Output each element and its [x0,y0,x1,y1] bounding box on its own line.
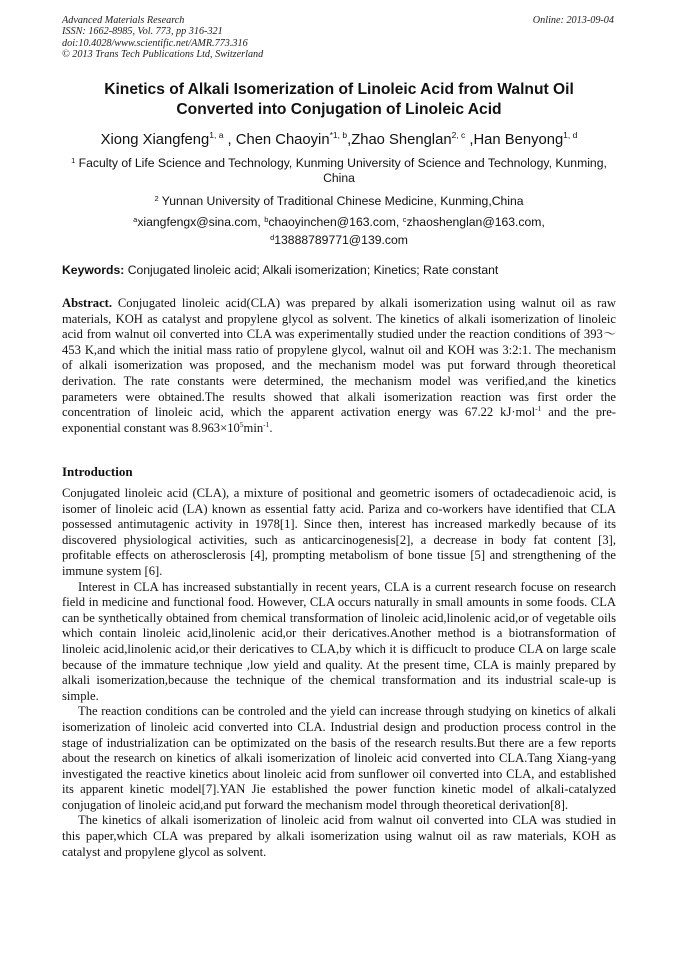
issn-line: ISSN: 1662-8985, Vol. 773, pp 316-321 [62,26,223,38]
doi-line: doi:10.4028/www.scientific.net/AMR.773.316 [62,37,248,49]
author-name: Xiong Xiangfeng [100,132,210,148]
email-list [62,212,616,248]
author-name: Zhao Shenglan [351,132,452,148]
abstract-text-mid: and the pre-exponential constant was 8.963×10 [62,405,616,435]
affiliation-2 [62,191,616,209]
abstract-label: Abstract. [62,296,113,310]
author-affiliation-mark: 1, a [209,130,224,140]
affiliation-number: 1 [71,156,76,165]
author-affiliation-mark: 1, d [563,130,578,140]
email-address: 13888789771@139.com [274,233,408,247]
title-line-2: Converted into Conjugation of Linoleic Acid [176,100,502,118]
abstract-superscript: 5 [239,419,244,429]
title-line-1: Kinetics of Alkali Isomerization of Linoleic Acid from Walnut Oil [104,81,574,98]
email-address: chaoyinchen@163.com, [268,215,403,229]
journal-name: Advanced Materials Research [62,15,185,26]
introduction-heading: Introduction [62,464,133,479]
affiliation-text: Faculty of Life Science and Technology, Kunming University of Science and Technology, Kunming, China [78,156,607,186]
author-name: Chen Chaoyin [235,132,330,148]
author-separator: , [465,132,474,148]
author-affiliation-mark: 2, c [451,130,466,140]
email-mark: d [270,233,275,242]
copyright-line: © 2013 Trans Tech Publications Ltd, Switzerland [62,49,264,61]
author-name: Han Benyong [473,132,564,148]
affiliation-1 [62,153,616,186]
abstract [62,296,616,436]
paragraph: The kinetics of alkali isomerization of linoleic acid from walnut oil converted into CLA was studied in this paper,which CLA was prepared by alkali isomerization using walnut oil as raw materials, KOH as catalyst and propylene glycol as solvent. [62,813,616,859]
abstract-superscript: -1 [263,419,270,429]
keywords-text: Conjugated linoleic acid; Alkali isomerization; Kinetics; Rate constant [124,263,499,277]
author-separator: , [347,132,352,148]
email-address: zhaoshenglan@163.com, [406,215,545,229]
journal-header [62,15,263,61]
email-mark: b [264,215,269,224]
abstract-end: . [269,420,273,435]
keywords [62,263,616,277]
email-mark: a [133,215,138,224]
abstract-unit: min [243,420,264,435]
author-separator: , [223,132,236,148]
email-mark: c [402,215,407,224]
paragraph: The reaction conditions can be controled and the yield can increase through studying on kinetics of alkali isomerization of linoleic acid converted into CLA. Industrial design and production process control in the stage of industrialization can be optimizated on the basis of the research results.But there are a few reports about the research on kinetics of alkali isomerization of linoleic acid converted into CLA.Tang Xiang-yang investigated the reactive kinetics about linoleic acid from sunflower oil converted into CLA, and established its apparent kinetic model[7].YAN Jie established the power function kinetic model of alkali-catalyzed conjugation of linoleic acid,and put forward the mechanism model through theoretical derivation[8]. [62,704,616,812]
abstract-text: Conjugated linoleic acid(CLA) was prepared by alkali isomerization using walnut oil as raw materials, KOH as catalyst and propylene glycol as solvent. The kinetics of alkali isomerization of linoleic acid from walnut oil converted into CLA was experimentally studied under the reaction conditions of 393～453 K,and which the initial mass ratio of propylene glycol, walnut oil and KOH was 3:2:1. The mechanism of alkali isomerization was proposed, and the mechanism model was put forward through theoretical derivation. The rate constants were determined, the mechanism model was verified,and the kinetics parameters were obtained.The results showed that alkali isomerization reaction was first order the concentration of linoleic acid, which the apparent activation energy was 67.22 kJ·mol [62,296,616,420]
introduction-body [62,486,616,860]
online-date: Online: 2013-09-04 [532,15,614,26]
affiliation-text: Yunnan University of Traditional Chinese Medicine, Kunming,China [161,194,524,208]
author-affiliation-mark: *1, b [329,130,348,140]
email-address: xiangfengx@sina.com, [137,215,265,229]
paragraph: Conjugated linoleic acid (CLA), a mixture of positional and geometric isomers of octadecadienoic acid, is isomer of linoleic acid (LA) known as essential fatty acid. Pariza and co-workers have identified that CLA possessed antimutagenic activity in 1978[1]. Since then, interest has increased markedly because of its discovered physiological activities, such as anticarcinogenesis[2], a decrease in body fat content [3], profitable effects on atherosclerosis [4], prompting metabolism of bone tissue [5] and strengthening of the immune system [6]. [62,486,616,578]
paragraph: Interest in CLA has increased substantially in recent years, CLA is a current research focuse on research field in medicine and functional food. However, CLA occurs naturally in small amounts in some foods. CLA can be synthetically obtained from chemical transformation of linoleic acid,linolenic acid,or of vegetable oils which contain linoleic acid,linolenic acid,or their dericatives.Another method is a biotransformation of linoleic acid,linolenic acid,or their dericatives to CLA,by which it is difficuclt to produce CLA on large scale because of the immature technique ,low yield and quality. At the present time, CLA is mainly prepared by alkali isomerization,because the technique of the chemical transformation and its industrial scale-up is simple. [62,579,616,703]
author-list [0,130,678,148]
affiliation-number: 2 [154,194,159,203]
abstract-superscript: -1 [535,404,542,414]
paper-title [40,80,638,119]
keywords-label: Keywords: [62,263,125,277]
